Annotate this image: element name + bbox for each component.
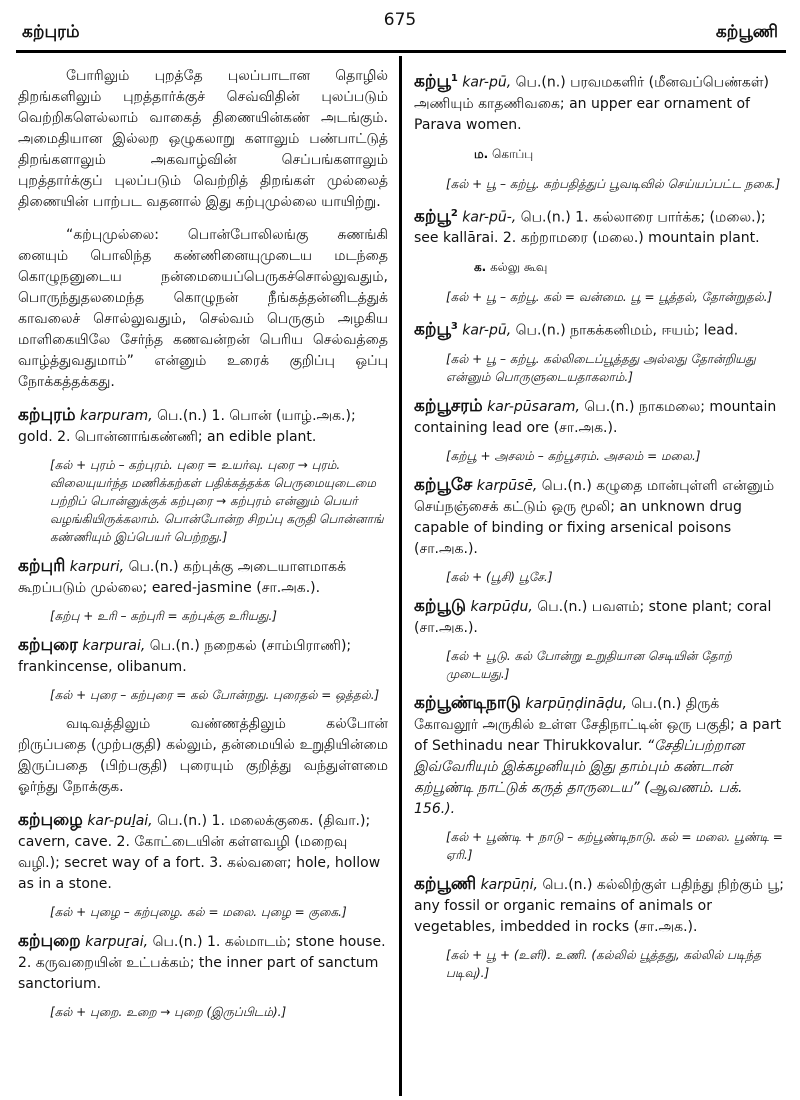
dictionary-entry [414,475,784,560]
etymology: [கல் + பூ – கற்பூ. கல் = வன்மை. பூ = பூத்தல், தோன்றுதல்.] [446,290,773,305]
dictionary-entry [414,396,784,439]
headword: கற்பூ [414,206,451,227]
transliteration: kar-pūsaram, [487,398,580,415]
transliteration: kar-pū, [462,74,512,91]
etymology: [கல் + பூடு. கல் போன்று உறுதியான செடியின் தோற் முடையது.] [446,648,732,681]
definition: பெ.(n.) கல்லிற்குள் பதிந்து நிற்கும் பூ; any fossil or organic remains of animals or vegetables, imbedded in rocks (சா.அக.). [414,876,784,935]
homograph-number: 2 [450,207,458,219]
homograph-number: 3 [450,321,458,333]
paragraph: போரிலும் புறத்தே புலப்பாடான தொழில் திறங்களிலும் புறத்தார்க்குச் செவ்விதின் புலப்படும் வெற்றிகளெல்லாம் வாகைத் திணையின்கண் அடங்கும். அமைதியான இல்லற ஒழுகலாறு களாலும் பண்பாட்டுத் திறங்களாலும் அகவாழ்வின் செப்பங்களாலும் புறத்தார்க்குப் புலப்படும் வெற்றித் திறங்கள் முல்லைத் திணையின் பாற்பட வதனால் இது கற்புமுல்லை யாயிற்று. [18,68,388,210]
page-number: 675 [383,10,417,30]
definition: பெ.(n.) நறைகல் (சாம்பிராணி); frankincense, olibanum. [18,638,352,675]
dictionary-entry [18,405,388,448]
definition: பெ.(n.) நாகமலை; mountain containing lead ore (சா.அக.). [414,398,777,436]
definition: பெ.(n.) பவளம்; stone plant; coral (சா.அக.). [414,598,772,636]
page-header [0,0,800,48]
header-rule [16,50,786,53]
transliteration: karpuram, [80,408,153,424]
homograph-number: 1 [450,73,458,84]
dictionary-entry [414,316,784,342]
headword: கற்புரை [18,635,78,655]
etymology: [கல் + புரம் – கற்புரம். புரை = உயர்வு. புரை → புரம். விலையுயர்ந்த மணிக்கற்கள் பதிக்கத்தக்க பெருமையுடைமை பற்றிப் பொன்னுக்குக் கற்புரை → கற்புரம் என்னும் பெயர் வழங்கியிருக்கலாம். பொன்போன்ற சிறப்பு கருதி பொன்னாங் கண்ணியும் இப்பெயர் பெற்றது.] [50,458,384,544]
dictionary-entry [414,203,784,250]
headword: கற்புரம் [18,405,76,425]
headword: கற்பூணி [414,873,477,894]
cognate-language: க. [474,260,487,275]
running-head-left: கற்புரம் [22,22,80,42]
etymology: [கல் + புழை – கற்புழை. கல் = மலை. புழை = குகை.] [50,905,347,919]
transliteration: karpūḍu, [470,598,533,615]
transliteration: karpuṟai, [85,934,149,950]
transliteration: karpuri, [69,559,125,575]
headword: கற்பூடு [414,595,466,616]
transliteration: karpūsē, [476,477,538,494]
headword: கற்புறை [18,931,81,951]
transliteration: karpūṇḍināḍu, [525,695,627,712]
dictionary-entry [414,68,784,136]
definition: பெ.(n.) நாகக்கனிமம், ஈயம்; lead. [515,322,739,339]
etymology: [கல் + பூ – கற்பூ. கல்லிடைப்பூத்தது அல்லது தோன்றியது என்னும் பொருளுடையதாகலாம்.] [446,351,756,384]
right-column [414,58,784,1098]
transliteration: karpurai, [82,638,146,654]
transliteration: kar-pū, [462,322,512,339]
transliteration: karpūṇi, [480,876,538,893]
definition: பெ.(n.) பரவமகளிர் (மீனவப்பெண்கள்) அணியும் காதணிவகை; an upper ear ornament of Parava women. [414,74,769,133]
headword: கற்பூ [414,319,451,340]
etymology: [கல் + புரை – கற்புரை = கல் போன்றது. புரைதல் = ஒத்தல்.] [50,688,380,702]
cognate-word: கொப்பு [492,146,534,161]
cognate-language: ம. [474,146,489,161]
dictionary-entry [18,810,388,895]
dictionary-entry [414,596,784,639]
dictionary-entry [18,931,388,995]
transliteration: kar-pū-, [462,209,517,226]
dictionary-entry [414,874,784,938]
dictionary-entry [18,635,388,678]
definition: பெ.(n.) 1. மலைக்குகை. (திவா.); cavern, cave. 2. கோட்டையின் கள்ளவழி (மறைவு வழி.); secret way of a fort. 3. கல்வளை; hole, hollow as in a stone. [18,813,381,892]
dictionary-entry [414,693,784,820]
cognate [474,257,784,278]
etymology: [கல் + பூண்டி + நாடு – கற்பூண்டிநாடு. கல் = மலை. பூண்டி = ஏரி.] [446,829,783,862]
definition: பெ.(n.) கழுதை மான்புள்ளி என்னும் செய்நஞ்சைக் கட்டும் ஒரு மூலி; an unknown drug capable of binding or fixing arsenical poisons (சா.அக.). [414,477,775,557]
etymology: [கல் + பூ – கற்பூ. கற்பதித்துப் பூவடிவில் செய்யப்பட்ட நகை.] [446,176,781,191]
quote-paragraph: “கற்புமுல்லை: பொன்போலிலங்கு சுணங்கி னையும் பொலிந்த கண்ணினையுமுடைய மடந்தை கொழுநனுடைய நன்மையைப்பெருகச்சொல்லுவதும், பொருந்துதலமைந்த கொழுநன் நீங்கத்தன்னிடத்துக் காவலைச் சொல்லுவதும், செல்வம் பெருகும் அழகிய மாளிகையிலே சேர்ந்த கணவன்றன் பெரிய செல்வத்தை வாழ்த்துவதுமாம்” என்னும் உரைக் குறிப்பு ஒப்பு நோக்கத்தக்கது. [18,227,388,390]
headword: கற்புழை [18,810,83,830]
etymology: [கல் + பூ + (உளி). உணி. (கல்லில் பூத்தது, கல்லில் படிந்த படிவு).] [446,947,762,980]
headword: கற்பூ [414,71,451,92]
citation-quote: “சேதிப்பற்றான இவ்வேரியும் இக்கழனியும் இது தாம்பும் கண்டான் கற்பூண்டி நாட்டுக் கருத் தாருடைய” (ஆவணம். பக். 156.). [414,737,745,817]
definition: பெ.(n.) திருக் கோவலூர் அருகில் உள்ள சேதிநாட்டின் ஒரு பகுதி; a part of Sethinadu near Thirukkovalur. [414,695,782,754]
etymology: [கல் + புறை. உறை → புறை (இருப்பிடம்).] [50,1005,287,1019]
definition: பெ.(n.) 1. பொன் (யாழ்.அக.); gold. 2. பொன்னாங்கண்ணி; an edible plant. [18,408,356,445]
left-column [18,58,388,1098]
transliteration: kar-puḻai, [87,813,153,829]
definition: பெ.(n.) 1. கல்லாரை பார்க்க; (மலை.); see kallārai. 2. கற்றாமரை (மலை.) mountain plant. [414,209,766,247]
etymology: [கற்பூ + அசலம் – கற்பூசரம். அசலம் = மலை.] [446,448,701,463]
headword: கற்பூண்டிநாடு [414,692,521,713]
headword: கற்புரி [18,556,66,576]
cognate [474,144,784,165]
paragraph: வடிவத்திலும் வண்ணத்திலும் கல்போன் றிருப்பதை (முற்பகுதி) கல்லும், தன்மையில் உறுதியின்மை இருப்பதை (பிற்பகுதி) புரையும் குறித்து வந்துள்ளமை ஓர்ந்து நோக்குக. [18,716,388,795]
running-head-right: கற்பூணி [715,22,778,42]
headword: கற்பூசரம் [414,395,483,416]
cognate-word: கல்லு கூவு [490,260,548,275]
dictionary-entry [18,556,388,599]
etymology: [கற்பு + உரி – கற்புரி = கற்புக்கு உரியது.] [50,609,277,623]
headword: கற்பூசே [414,474,473,495]
definition: பெ.(n.) 1. கல்மாடம்; stone house. 2. கருவறையின் உட்பக்கம்; the inner part of sanctum sanctorium. [18,934,386,992]
etymology: [கல் + (பூசி) பூசே.] [446,569,553,584]
column-divider [399,56,402,1096]
definition: பெ.(n.) கற்புக்கு அடையாளமாகக் கூறப்படும் முல்லை; eared-jasmine (சா.அக.). [18,559,347,596]
